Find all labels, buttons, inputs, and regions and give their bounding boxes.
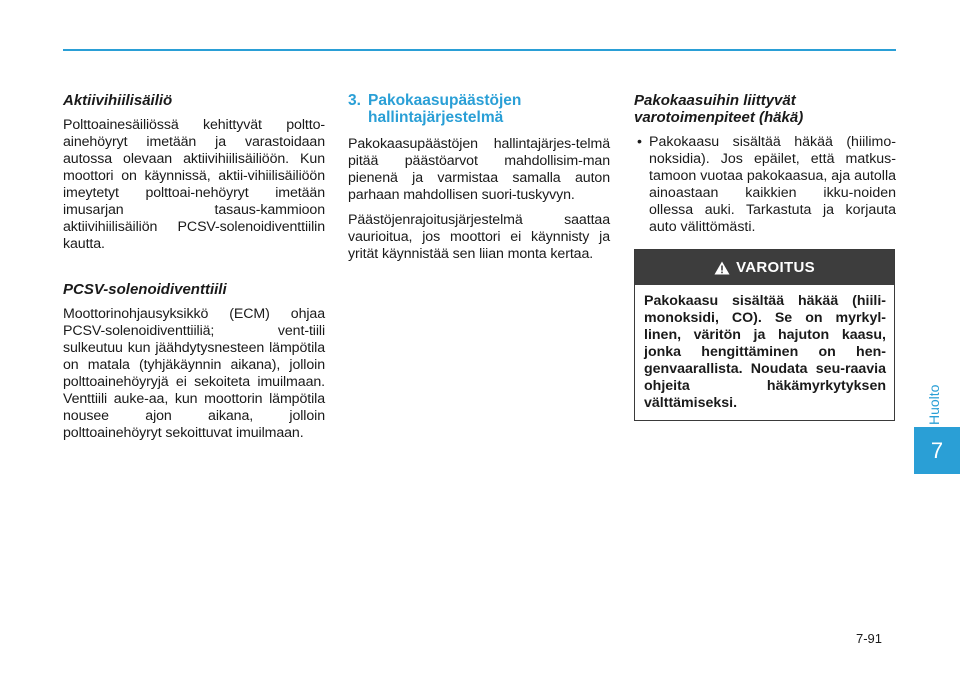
paragraph-emission-damage: Päästöjenrajoitusjärjestelmä saattaa vaurioitua, jos moottori ei käynnisty ja yrität käynnistää sen liian monta kertaa.	[348, 212, 610, 262]
section-heading	[348, 92, 610, 126]
bullet-text: Pakokaasu sisältää häkää (hiilimo-noksidia). Jos epäilet, että matkus-tamoon vuotaa pakokaasua, aja autolla ainoastaan kaikkien ikku-noiden ollessa auki. Tarkastuta ja korjauta auto välittömästi.	[649, 134, 896, 235]
warning-title: VAROITUS	[736, 259, 815, 276]
column-middle	[348, 92, 610, 271]
heading-aktiivihiilisailio: Aktiivihiilisäiliö	[63, 92, 173, 109]
heading-pcsv: PCSV-solenoidiventtiili	[63, 281, 227, 298]
bullet-mark: •	[637, 134, 642, 150]
warning-text: Pakokaasu sisältää häkää (hiili-monoksidi, CO). Se on myrkyl-linen, väritön ja hajuton kaasu, jonka hengittäminen on hen-genvaarallista. Noudata seu-raavia ohjeita häkämyrkytyksen välttämiseksi.	[644, 293, 886, 411]
paragraph-pcsv: Moottorinohjausyksikkö (ECM) ohjaa PCSV-solenoidiventtiiliä; vent-tiili sulkeutuu kun jäähdytysnesteen lämpötila on matala (tyhjäkäynnin aikana), jolloin polttoainehöyryjä ei sekoiteta imuilmaan. Venttiili auke-aa, kun moottorin lämpötila nousee ajon aikana, jolloin polttoainehöyryt sekoittuvat imuilmaan.	[63, 306, 325, 441]
column-left	[63, 92, 325, 450]
chapter-side-label: Huolto	[926, 384, 942, 426]
page-number: 7-91	[856, 631, 883, 646]
bullet-item	[634, 134, 896, 236]
chapter-tab: 7	[914, 427, 960, 474]
paragraph-emission-control: Pakokaasupäästöjen hallintajärjes-telmä pitää päästöarvot mahdollisim-man pienenä ja varmistaa samalla auton parhaan mahdollisen suori-tuskyvyn.	[348, 136, 610, 203]
column-right	[634, 92, 896, 236]
warning-triangle-icon	[714, 261, 730, 275]
heading-exhaust-precautions: Pakokaasuihin liittyvät varotoimenpiteet (häkä)	[634, 92, 804, 126]
paragraph-aktiivihiilisailio: Polttoainesäiliössä kehittyvät poltto-ainehöyryt imetään ja varastoidaan autossa olevaan aktiivihiilisäiliöön. Kun moottori on käynnissä, aktii-vihiilisäiliöön imeytetyt polttoai-nehöyryt imetään imusarjan tasaus-kammioon aktiivihiilisäiliön PCSV-solenoidiventtiilin kautta.	[63, 117, 325, 252]
section-number: 3.	[348, 92, 361, 109]
warning-box	[634, 249, 895, 421]
top-rule	[63, 49, 896, 51]
section-title: Pakokaasupäästöjen hallintajärjestelmä	[368, 92, 522, 126]
warning-header	[635, 250, 894, 285]
